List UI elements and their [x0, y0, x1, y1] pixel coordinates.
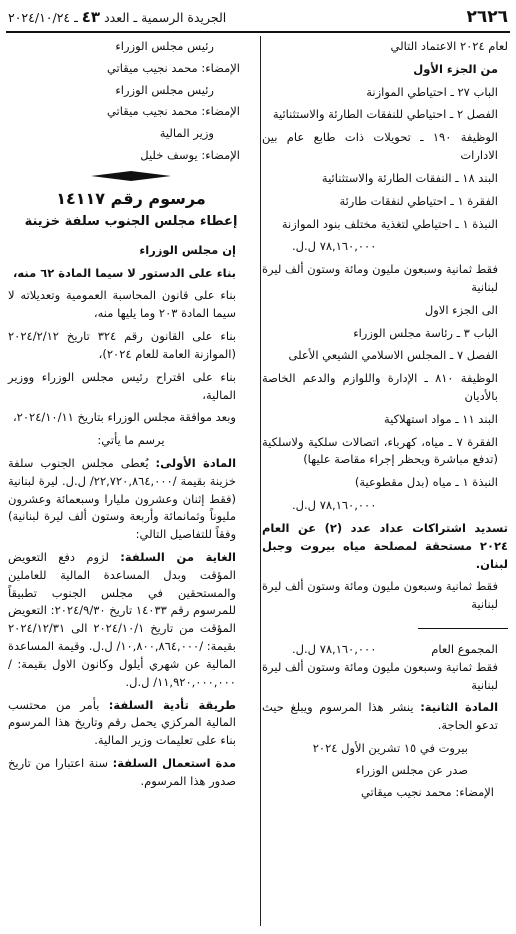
budget-line: النبذة ١ ـ مياه (بدل مقطوعية) — [354, 475, 498, 490]
gazette-name: الجريدة الرسمية ـ العدد — [104, 10, 227, 25]
repayment-label: طريقة تأدية السلفة: — [108, 697, 237, 712]
signatory-title: وزير المالية — [159, 126, 214, 141]
budget-line: الفقرة ١ ـ احتياطي لنفقات طارئة — [339, 193, 498, 208]
signature: الإمضاء: محمد نجيب ميقاتي — [106, 104, 240, 119]
signatory-title: رئيس مجلس الوزراء — [115, 39, 214, 53]
article-text: يُعطى مجلس الجنوب سلفة خزينة بقيمة /٢٢,٧٢٠,٨٦٤,٠٠٠/ ل.ل. ليرة لبنانية (فقط إثنان وعشرون مليارا وسبعمائة وعشرون مليوناً وثمانمائة وأربعة وستون ألف ليرة لبنانية) وفقاً للتفاصيل التالي: — [8, 455, 237, 542]
preamble-heading: إن مجلس الوزراء — [139, 242, 236, 257]
amount-words: فقط ثمانية وسبعون مليون ومائة وستون ألف ليرة لبنانية — [261, 262, 498, 294]
preamble-line: وبعد موافقة مجلس الوزراء بتاريخ ٢٠٢٤/١٠/١١، — [12, 410, 236, 425]
page-number: ٢٦٢٦ — [466, 7, 508, 27]
signature: الإمضاء: محمد نجيب ميقاتي — [360, 784, 494, 799]
article-two — [262, 699, 508, 735]
purpose-label: الغاية من السلفة: — [120, 550, 236, 564]
budget-line: الوظيفة ٨١٠ ـ الإدارة واللوازم والدعم الخاصة بالأديان — [262, 371, 499, 403]
decree-subject: إعطاء مجلس الجنوب سلفة خزينة — [24, 213, 238, 229]
right-column — [262, 38, 508, 805]
decree-title: مرسوم رقم ١٤١١٧ — [56, 188, 206, 208]
signature: الإمضاء: يوسف خليل — [140, 148, 240, 163]
budget-line: الى الجزء الاول — [424, 302, 498, 317]
signature: الإمضاء: محمد نجيب ميقاتي — [106, 60, 240, 75]
payment-purpose: تسديد اشتراكات عداد عدد (٢) عن العام ٢٠٢٤ مستحقة لمصلحة مياه بيروت وجبل لبنان. — [262, 520, 508, 571]
amount-words: فقط ثمانية وسبعون مليون ومائة وستون ألف ليرة لبنانية — [261, 579, 498, 612]
header-divider — [6, 31, 510, 33]
repayment-method — [8, 697, 254, 750]
issue-date: ـ ٢٠٢٤/١٠/٢٤ — [8, 10, 78, 25]
advance-purpose — [8, 549, 254, 692]
purpose-text: لزوم دفع التعويض المؤقت وبدل المساعدة المالية للعاملين والمستحقين في مجلس الجنوب تطبيقاً للمرسوم رقم ١٤٠٣٣ تاريخ ٢٠٢٤/٩/٣٠: التعويض المؤقت من تاريخ ٢٠٢٤/١٠/١ الى ٢٠٢٤/١٢/٣١ بقيمة: /١٠,٨٠٠,٨٦٤,٠٠٠/ ل.ل. وقيمة المساعدة المالية عن شهري أيلول وكانون الاول بقيمة: /١١,٩٢٠,٠٠٠,٠٠٠/ ل.ل. — [8, 550, 236, 689]
budget-line: الباب ٢٧ ـ احتياطي الموازنة — [366, 84, 498, 99]
repayment-text: بأمر من محتسب المالية المركزي يحمل رقم وتاريخ هذا المرسوم بناء على تعليمات وزير المالية. — [8, 697, 236, 748]
article-label: المادة الثانية: — [420, 700, 499, 715]
budget-line: الفصل ٧ ـ المجلس الاسلامي الشيعي الأعلى — [288, 348, 498, 363]
page-header — [8, 6, 508, 28]
left-column — [8, 38, 254, 796]
amount: ٧٨,١٦٠,٠٠٠ ل.ل. — [292, 239, 377, 254]
preamble-line: بناء على الدستور لا سيما المادة ٦٢ منه، — [13, 265, 236, 280]
grand-total-amount: ٧٨,١٦٠,٠٠٠ ل.ل. — [292, 641, 377, 656]
article-one — [8, 455, 254, 544]
issue-number: ٤٣ — [81, 8, 101, 26]
grand-total-row — [262, 641, 508, 659]
article-text: ينشر هذا المرسوم ويبلغ حيث تدعو الحاجة. — [262, 700, 498, 733]
budget-line: الفصل ٢ ـ احتياطي للنفقات الطارئة والاستثنائية — [272, 107, 498, 122]
decree-clause: يرسم ما يأتي: — [97, 433, 165, 448]
section-heading: من الجزء الأول — [413, 61, 498, 76]
section-separator-ornament — [91, 171, 171, 181]
column-divider — [260, 36, 261, 926]
total-divider — [418, 628, 508, 629]
amount-words: فقط ثمانية وسبعون مليون ومائة وستون ألف ليرة لبنانية — [261, 659, 498, 692]
amount: ٧٨,١٦٠,٠٠٠ ل.ل. — [292, 498, 377, 513]
budget-line: الباب ٣ ـ رئاسة مجلس الوزراء — [353, 325, 498, 340]
budget-line: الفقرة ٧ ـ مياه، كهرباء، اتصالات سلكية ولاسلكية (تدفع مباشرة ويحظر إجراء مقاصة عليها) — [262, 434, 498, 467]
preamble-line: بناء على القانون رقم ٣٢٤ تاريخ ٢٠٢٤/٢/١٢ (الموازنة العامة للعام ٢٠٢٤)، — [8, 329, 236, 361]
issued-by: صدر عن مجلس الوزراء — [355, 762, 468, 777]
gazette-title — [8, 8, 226, 26]
article-label: المادة الأولى: — [155, 455, 237, 470]
duration-text: سنة اعتبارا من تاريخ صدور هذا المرسوم. — [8, 755, 236, 788]
signatory-title: رئيس مجلس الوزراء — [115, 82, 214, 97]
preamble-line: بناء على قانون المحاسبة العمومية وتعديلاته لا سيما المادة ٢٠٣ وما يليها منه، — [8, 288, 236, 321]
place-date: بيروت في ١٥ تشرين الأول ٢٠٢٤ — [312, 741, 468, 755]
grand-total-label: المجموع العام — [431, 641, 498, 656]
text-line: لعام ٢٠٢٤ الاعتماد التالي — [390, 39, 508, 53]
usage-duration — [8, 755, 254, 791]
budget-line: البند ١٨ ـ النفقات الطارئة والاستثنائية — [321, 170, 498, 185]
budget-line: النبذة ١ ـ احتياطي لتغذية مختلف بنود الموازنة — [281, 216, 498, 231]
duration-label: مدة استعمال السلفة: — [112, 755, 236, 770]
budget-line: البند ١١ ـ مواد استهلاكية — [383, 411, 498, 426]
preamble-line: بناء على اقتراح رئيس مجلس الوزراء ووزير المالية، — [8, 369, 236, 402]
budget-line: الوظيفة ١٩٠ ـ تحويلات ذات طابع عام بين الادارات — [262, 130, 498, 163]
